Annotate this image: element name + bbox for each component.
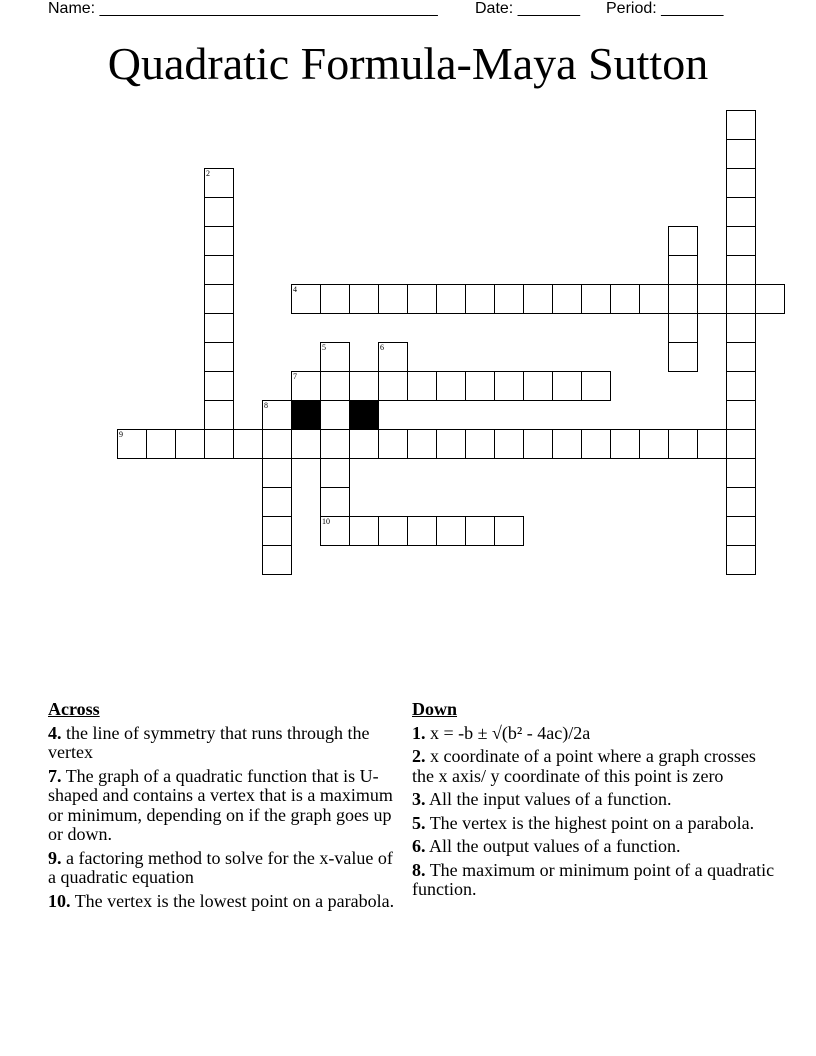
grid-cell[interactable] [320, 400, 350, 430]
grid-cell[interactable] [668, 255, 698, 285]
grid-cell[interactable] [726, 371, 756, 401]
clue-text: a factoring method to solve for the x-value of a quadratic equation [48, 847, 393, 887]
grid-cell[interactable] [378, 342, 408, 372]
grid-cell[interactable] [726, 110, 756, 140]
grid-cell[interactable] [320, 458, 350, 488]
period-field[interactable]: Period: _______ [606, 0, 724, 17]
grid-cell[interactable] [668, 342, 698, 372]
grid-cell[interactable] [436, 516, 466, 546]
grid-cell[interactable] [668, 429, 698, 459]
grid-cell[interactable] [378, 516, 408, 546]
grid-cell[interactable] [320, 371, 350, 401]
grid-cell[interactable] [204, 342, 234, 372]
clue-down-1 [412, 724, 777, 744]
grid-cell[interactable] [378, 284, 408, 314]
grid-cell[interactable] [204, 313, 234, 343]
clue-down-5 [412, 814, 777, 834]
clue-number-label: 6 [380, 343, 384, 352]
clue-text: x = -b ± √(b² - 4ac)/2a [430, 722, 591, 743]
down-heading: Down [412, 699, 458, 719]
clue-number-label: 7 [293, 372, 297, 381]
grid-cell[interactable] [262, 458, 292, 488]
grid-cell[interactable] [204, 371, 234, 401]
clue-across-7 [48, 767, 398, 845]
grid-cell[interactable] [146, 429, 176, 459]
grid-cell[interactable] [726, 197, 756, 227]
grid-cell[interactable] [465, 284, 495, 314]
clue-number-label: 9 [119, 430, 123, 439]
grid-cell[interactable] [610, 429, 640, 459]
grid-cell[interactable] [726, 139, 756, 169]
grid-cell[interactable] [436, 429, 466, 459]
clue-down-3 [412, 790, 777, 810]
grid-cell[interactable] [349, 371, 379, 401]
grid-cell[interactable] [465, 516, 495, 546]
clue-text: All the output values of a function. [429, 836, 681, 856]
grid-cell[interactable] [726, 284, 756, 314]
clue-down-8 [412, 861, 777, 900]
grid-cell[interactable] [378, 371, 408, 401]
grid-cell[interactable] [494, 371, 524, 401]
grid-cell[interactable] [465, 429, 495, 459]
clue-number: 2. [412, 746, 426, 766]
clue-down-6 [412, 837, 777, 857]
grid-cell[interactable] [581, 284, 611, 314]
grid-cell[interactable] [436, 284, 466, 314]
clue-text: The vertex is the lowest point on a parabola. [74, 890, 395, 911]
blocked-cell [291, 400, 321, 430]
grid-cell[interactable] [726, 400, 756, 430]
grid-cell[interactable] [204, 197, 234, 227]
grid-cell[interactable] [726, 342, 756, 372]
clue-number: 9. [48, 847, 62, 868]
clue-number-label: 10 [322, 517, 330, 526]
grid-cell[interactable] [726, 168, 756, 198]
clue-number: 5. [412, 812, 426, 833]
down-clues [412, 700, 777, 904]
grid-cell[interactable] [494, 429, 524, 459]
date-field[interactable]: Date: _______ [475, 0, 580, 17]
grid-cell[interactable] [204, 400, 234, 430]
grid-cell[interactable] [726, 487, 756, 517]
grid-cell[interactable] [262, 400, 292, 430]
grid-cell[interactable] [349, 284, 379, 314]
clue-number: 1. [412, 722, 426, 743]
grid-cell[interactable] [581, 371, 611, 401]
grid-cell[interactable] [320, 487, 350, 517]
grid-cell[interactable] [639, 284, 669, 314]
grid-cell[interactable] [726, 255, 756, 285]
grid-cell[interactable] [349, 429, 379, 459]
clue-number: 8. [412, 859, 426, 880]
grid-cell[interactable] [407, 284, 437, 314]
grid-cell[interactable] [117, 429, 147, 459]
clue-text: The maximum or minimum point of a quadratic function. [412, 859, 775, 899]
grid-cell[interactable] [610, 284, 640, 314]
clue-across-4 [48, 724, 398, 763]
grid-cell[interactable] [349, 516, 379, 546]
grid-cell[interactable] [465, 371, 495, 401]
clue-number: 4. [48, 722, 62, 743]
grid-cell[interactable] [552, 284, 582, 314]
grid-cell[interactable] [494, 284, 524, 314]
grid-cell[interactable] [204, 284, 234, 314]
grid-cell[interactable] [407, 429, 437, 459]
clue-number-label: 4 [293, 285, 297, 294]
clue-number-label: 2 [206, 169, 210, 178]
grid-cell[interactable] [262, 545, 292, 575]
grid-cell[interactable] [291, 371, 321, 401]
grid-cell[interactable] [233, 429, 263, 459]
clue-number-label: 8 [264, 401, 268, 410]
clue-text: x coordinate of a point where a graph crosses the x axis/ y coordinate of this point is zero [412, 746, 756, 786]
grid-cell[interactable] [697, 284, 727, 314]
grid-cell[interactable] [726, 429, 756, 459]
grid-cell[interactable] [639, 429, 669, 459]
grid-cell[interactable] [523, 371, 553, 401]
grid-cell[interactable] [726, 458, 756, 488]
grid-cell[interactable] [320, 284, 350, 314]
grid-cell[interactable] [320, 429, 350, 459]
grid-cell[interactable] [291, 429, 321, 459]
grid-cell[interactable] [262, 487, 292, 517]
grid-cell[interactable] [697, 429, 727, 459]
grid-cell[interactable] [436, 371, 466, 401]
grid-cell[interactable] [552, 371, 582, 401]
grid-cell[interactable] [726, 545, 756, 575]
grid-cell[interactable] [407, 516, 437, 546]
grid-cell[interactable] [407, 371, 437, 401]
grid-cell[interactable] [726, 313, 756, 343]
page-title: Quadratic Formula-Maya Sutton [107, 38, 709, 89]
clue-down-2 [412, 747, 777, 786]
grid-cell[interactable] [494, 516, 524, 546]
clue-across-9 [48, 849, 398, 888]
clue-number: 6. [412, 836, 426, 856]
grid-cell[interactable] [523, 429, 553, 459]
grid-cell[interactable] [204, 226, 234, 256]
grid-cell[interactable] [726, 516, 756, 546]
grid-cell[interactable] [204, 255, 234, 285]
grid-cell[interactable] [291, 284, 321, 314]
grid-cell[interactable] [552, 429, 582, 459]
clue-text: All the input values of a function. [429, 789, 672, 809]
grid-cell[interactable] [262, 516, 292, 546]
clue-number: 10. [48, 890, 71, 911]
clue-number: 7. [48, 765, 62, 786]
grid-cell[interactable] [320, 516, 350, 546]
grid-cell[interactable] [755, 284, 785, 314]
grid-cell[interactable] [204, 429, 234, 459]
clue-number-label: 5 [322, 343, 326, 352]
blocked-cell [349, 400, 379, 430]
grid-cell[interactable] [320, 342, 350, 372]
across-clues [48, 700, 398, 915]
grid-cell[interactable] [726, 226, 756, 256]
across-heading: Across [48, 699, 100, 719]
grid-cell[interactable] [523, 284, 553, 314]
clue-text: the line of symmetry that runs through the vertex [48, 722, 370, 762]
grid-cell[interactable] [204, 168, 234, 198]
name-field[interactable]: Name: ______________________________________ [48, 0, 438, 17]
clue-number: 3. [412, 789, 426, 809]
grid-cell[interactable] [378, 429, 408, 459]
clue-text: The graph of a quadratic function that is U-shaped and contains a vertex that is a maximum or minimum, depending on if the graph goes up or down. [48, 765, 393, 844]
grid-cell[interactable] [262, 429, 292, 459]
grid-cell[interactable] [668, 313, 698, 343]
grid-cell[interactable] [668, 226, 698, 256]
grid-cell[interactable] [581, 429, 611, 459]
clue-across-10 [48, 892, 398, 912]
grid-cell[interactable] [175, 429, 205, 459]
grid-cell[interactable] [668, 284, 698, 314]
clue-text: The vertex is the highest point on a parabola. [429, 812, 755, 833]
